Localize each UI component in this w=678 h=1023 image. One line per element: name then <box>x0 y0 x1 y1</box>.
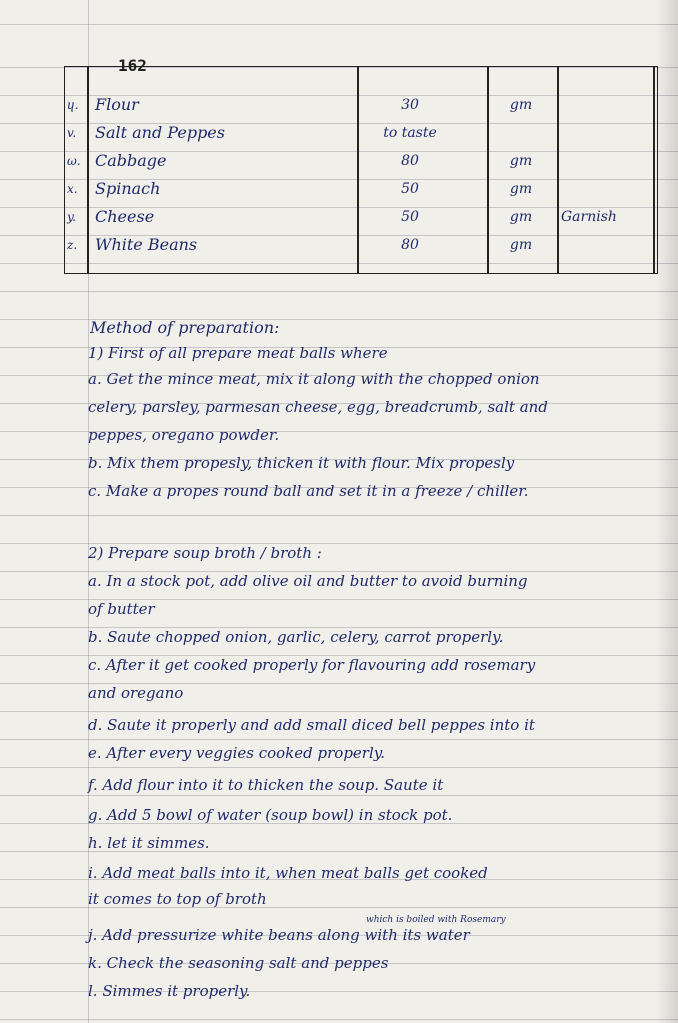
item-number: y. <box>67 210 76 224</box>
item-unit <box>491 119 551 147</box>
item-remark: Garnish <box>561 209 617 225</box>
item-remark <box>561 91 651 119</box>
method-heading: Method of preparation: <box>90 318 280 337</box>
method-line: g. Add 5 bowl of water (soup bowl) in stock pot. <box>88 806 453 824</box>
method-line: f. Add flour into it to thicken the soup. Saute it <box>88 776 444 794</box>
method-line: it comes to top of broth <box>88 890 267 908</box>
item-number: v. <box>67 126 77 140</box>
item-name: Flour <box>95 95 139 114</box>
item-unit: gm <box>509 209 533 225</box>
item-unit: gm <box>509 97 533 113</box>
item-name: Spinach <box>95 179 161 198</box>
method-line: c. After it get cooked properly for flavouring add rosemary <box>88 656 536 674</box>
item-number: z. <box>67 238 78 252</box>
item-unit: gm <box>509 237 533 253</box>
item-name: White Beans <box>95 235 198 254</box>
item-name: Salt and Peppes <box>95 123 225 142</box>
item-quantity: 50 <box>401 181 419 197</box>
method-line: 1) First of all prepare meat balls where <box>88 344 388 362</box>
item-name: Cheese <box>95 207 155 226</box>
method-line: l. Simmes it properly. <box>88 982 251 1000</box>
method-line: e. After every veggies cooked properly. <box>88 744 386 762</box>
item-remark <box>561 147 651 175</box>
item-remark <box>561 119 651 147</box>
page-number: 162 <box>118 56 147 75</box>
method-line: and oregano <box>88 684 184 702</box>
item-number: ɥ. <box>67 98 79 112</box>
table-row <box>65 231 659 259</box>
page-edge-shadow <box>656 0 678 1023</box>
item-quantity: 80 <box>401 237 419 253</box>
item-number: ω. <box>67 154 81 168</box>
table-row <box>65 91 659 119</box>
table-row <box>65 147 659 175</box>
method-line: i. Add meat balls into it, when meat balls get cooked <box>88 864 488 882</box>
method-line: peppes, oregano powder. <box>88 426 280 444</box>
method-line: c. Make a propes round ball and set it in a freeze / chiller. <box>88 482 529 500</box>
item-quantity: to taste <box>383 125 437 141</box>
method-line: of butter <box>88 600 155 618</box>
table-row <box>65 175 659 203</box>
method-line: celery, parsley, parmesan cheese, egg, breadcrumb, salt and <box>88 398 548 416</box>
item-quantity: 80 <box>401 153 419 169</box>
item-unit: gm <box>509 153 533 169</box>
item-quantity: 50 <box>401 209 419 225</box>
method-line: h. let it simmes. <box>88 834 210 852</box>
item-remark <box>561 231 651 259</box>
method-line: a. In a stock pot, add olive oil and butter to avoid burning <box>88 572 528 590</box>
item-unit: gm <box>509 181 533 197</box>
item-name: Cabbage <box>95 151 167 170</box>
table-row <box>65 119 659 147</box>
table-row <box>65 203 659 231</box>
method-line: d. Saute it properly and add small diced bell peppes into it <box>88 716 535 734</box>
item-remark <box>561 175 651 203</box>
method-line: k. Check the seasoning salt and peppes <box>88 954 389 972</box>
item-quantity: 30 <box>401 97 419 113</box>
method-line: j. Add pressurize white beans along with its water <box>88 926 470 944</box>
method-line: a. Get the mince meat, mix it along with the chopped onion <box>88 370 540 388</box>
item-number: x. <box>67 182 78 196</box>
method-line: b. Mix them propesly, thicken it with flour. Mix propesly <box>88 454 515 472</box>
method-line: b. Saute chopped onion, garlic, celery, carrot properly. <box>88 628 504 646</box>
margin-note: which is boiled with Rosemary <box>366 915 506 925</box>
method-line: 2) Prepare soup broth / broth : <box>88 544 322 562</box>
ingredients-table <box>64 66 658 274</box>
